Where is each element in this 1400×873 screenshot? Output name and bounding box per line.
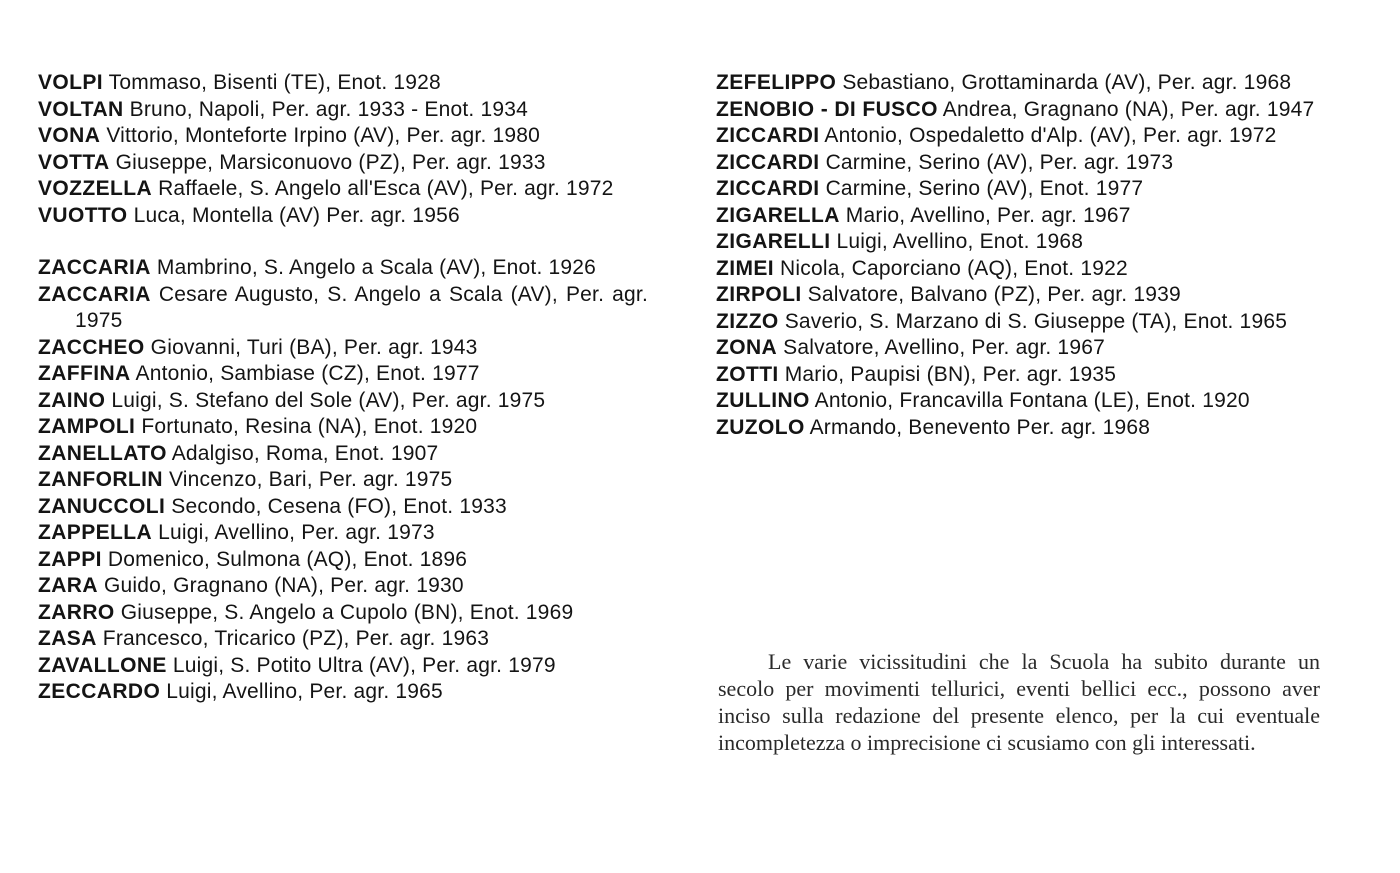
list-item [38, 203, 648, 230]
list-item [716, 97, 1320, 124]
list-item [38, 679, 648, 706]
surname: ZAPPELLA [38, 521, 153, 544]
entry-details: Luigi, Avellino, Enot. 1968 [830, 230, 1084, 253]
surname: ZICCARDI [716, 124, 820, 147]
surname: ZARA [38, 574, 98, 597]
entry-details: Luigi, S. Potito Ultra (AV), Per. agr. 1979 [166, 653, 556, 677]
surname: ZACCARIA [38, 282, 151, 306]
surname: ZIMEI [716, 256, 774, 280]
list-item [716, 176, 1320, 203]
entry-details: Carmine, Serino (AV), Per. agr. 1973 [819, 150, 1174, 174]
section-gap [38, 229, 648, 255]
entry-details: Domenico, Sulmona (AQ), Enot. 1896 [101, 547, 468, 571]
entry-details: Raffaele, S. Angelo all'Esca (AV), Per. agr. 1972 [152, 177, 614, 200]
surname: ZAINO [38, 388, 106, 412]
list-item [38, 467, 648, 494]
entry-details: Mario, Avellino, Per. agr. 1967 [839, 203, 1131, 227]
entry-details: Giuseppe, Marsiconuovo (PZ), Per. agr. 1933 [109, 150, 546, 174]
surname: VOLTAN [38, 97, 124, 121]
list-item [38, 97, 648, 124]
entry-details: Giovanni, Turi (BA), Per. agr. 1943 [144, 335, 478, 359]
list-item [38, 494, 648, 521]
list-item [38, 150, 648, 177]
list-item [38, 282, 648, 335]
entry-details: Luigi, S. Stefano del Sole (AV), Per. agr. 1975 [105, 388, 546, 412]
list-item [716, 415, 1320, 442]
entry-details: Carmine, Serino (AV), Enot. 1977 [819, 177, 1144, 200]
surname: ZULLINO [716, 389, 810, 412]
entry-details: Vincenzo, Bari, Per. agr. 1975 [162, 468, 453, 491]
surname: ZICCARDI [716, 150, 820, 174]
list-item [38, 441, 648, 468]
list-item [38, 547, 648, 574]
surname: ZOTTI [716, 362, 779, 386]
entry-details: Tommaso, Bisenti (TE), Enot. 1928 [103, 71, 441, 94]
entry-details: Mario, Paupisi (BN), Per. agr. 1935 [778, 362, 1117, 386]
entry-details: Mambrino, S. Angelo a Scala (AV), Enot. 1926 [150, 256, 597, 279]
list-item [38, 255, 648, 282]
list-item [716, 388, 1320, 415]
entry-details: Nicola, Caporciano (AQ), Enot. 1922 [774, 256, 1128, 280]
entry-details: Antonio, Ospedaletto d'Alp. (AV), Per. agr. 1972 [819, 124, 1277, 147]
entry-details: Bruno, Napoli, Per. agr. 1933 - Enot. 1934 [123, 97, 528, 121]
entry-details: Andrea, Gragnano (NA), Per. agr. 1947 [937, 97, 1315, 121]
list-item [716, 123, 1320, 150]
list-item [716, 150, 1320, 177]
surname: ZANFORLIN [38, 468, 163, 491]
surname: ZEFELIPPO [716, 71, 837, 94]
list-item [38, 176, 648, 203]
surname: ZAPPI [38, 547, 102, 571]
closing-note: Le varie vicissitudini che la Scuola ha subito durante un secolo per movimenti tellurici, eventi bellici ecc., possono aver inciso sulla redazione del presente elenco, per la cui eventuale incompletezza o imprecisione ci scusiamo con gli interessati. [718, 649, 1320, 755]
entry-details: Armando, Benevento Per. agr. 1968 [804, 415, 1151, 439]
entry-details: Salvatore, Avellino, Per. agr. 1967 [777, 336, 1105, 359]
list-item [716, 203, 1320, 230]
list-item [38, 361, 648, 388]
entry-details: Sebastiano, Grottaminarda (AV), Per. agr. 1968 [836, 71, 1292, 94]
surname: ZIRPOLI [716, 283, 802, 306]
surname: ZACCARIA [38, 256, 151, 279]
list-item [38, 414, 648, 441]
surname: ZIGARELLI [716, 230, 831, 253]
surname: VOLPI [38, 71, 104, 94]
surname: ZAMPOLI [38, 415, 136, 438]
list-item [38, 123, 648, 150]
list-item [38, 600, 648, 627]
entry-details: Secondo, Cesena (FO), Enot. 1933 [165, 494, 507, 518]
list-item [716, 309, 1320, 336]
list-item [38, 388, 648, 415]
surname: ZARRO [38, 600, 115, 624]
list-item [716, 70, 1320, 97]
list-item [38, 626, 648, 653]
surname: VOTTA [38, 150, 110, 174]
surname: ZANELLATO [38, 441, 167, 465]
surname: ZANUCCOLI [38, 494, 166, 518]
entry-details: Luca, Montella (AV) Per. agr. 1956 [127, 203, 460, 227]
surname: ZAVALLONE [38, 653, 167, 677]
surname: ZECCARDO [38, 680, 161, 703]
entry-details: Vittorio, Monteforte Irpino (AV), Per. agr. 1980 [100, 124, 541, 147]
surname: VONA [38, 124, 101, 147]
entry-details: Francesco, Tricarico (PZ), Per. agr. 1963 [96, 627, 490, 650]
surname: ZIGARELLA [716, 203, 840, 227]
surname: ZAFFINA [38, 362, 131, 385]
surname: VUOTTO [38, 203, 128, 227]
surname: ZUZOLO [716, 415, 805, 439]
list-item [38, 520, 648, 547]
entry-details: Salvatore, Balvano (PZ), Per. agr. 1939 [801, 283, 1181, 306]
list-item [716, 256, 1320, 283]
entry-details: Fortunato, Resina (NA), Enot. 1920 [135, 415, 478, 438]
entry-details: Luigi, Avellino, Per. agr. 1965 [160, 680, 443, 703]
entry-details: Antonio, Francavilla Fontana (LE), Enot. 1920 [809, 389, 1250, 412]
surname: ZIZZO [716, 309, 779, 333]
list-item [38, 653, 648, 680]
list-item [38, 335, 648, 362]
surname: ZENOBIO - DI FUSCO [716, 97, 938, 121]
surname: ZONA [716, 336, 778, 359]
entry-details: Saverio, S. Marzano di S. Giuseppe (TA), Enot. 1965 [778, 309, 1288, 333]
entry-details: Antonio, Sambiase (CZ), Enot. 1977 [130, 362, 480, 385]
surname: ZACCHEO [38, 335, 145, 359]
list-item [716, 362, 1320, 389]
surname: ZICCARDI [716, 177, 820, 200]
entry-details: Adalgiso, Roma, Enot. 1907 [166, 441, 439, 465]
surname: VOZZELLA [38, 177, 153, 200]
entry-details: Cesare Augusto, S. Angelo a Scala (AV), Per. agr. 1975 [75, 282, 648, 332]
right-column [716, 70, 1320, 441]
entry-details: Guido, Gragnano (NA), Per. agr. 1930 [97, 574, 464, 597]
entry-details: Giuseppe, S. Angelo a Cupolo (BN), Enot. 1969 [114, 600, 574, 624]
left-column [38, 70, 648, 706]
list-item [38, 70, 648, 97]
entry-details: Luigi, Avellino, Per. agr. 1973 [152, 521, 435, 544]
list-item [716, 335, 1320, 362]
surname: ZASA [38, 627, 97, 650]
list-item [716, 229, 1320, 256]
list-item [38, 573, 648, 600]
list-item [716, 282, 1320, 309]
